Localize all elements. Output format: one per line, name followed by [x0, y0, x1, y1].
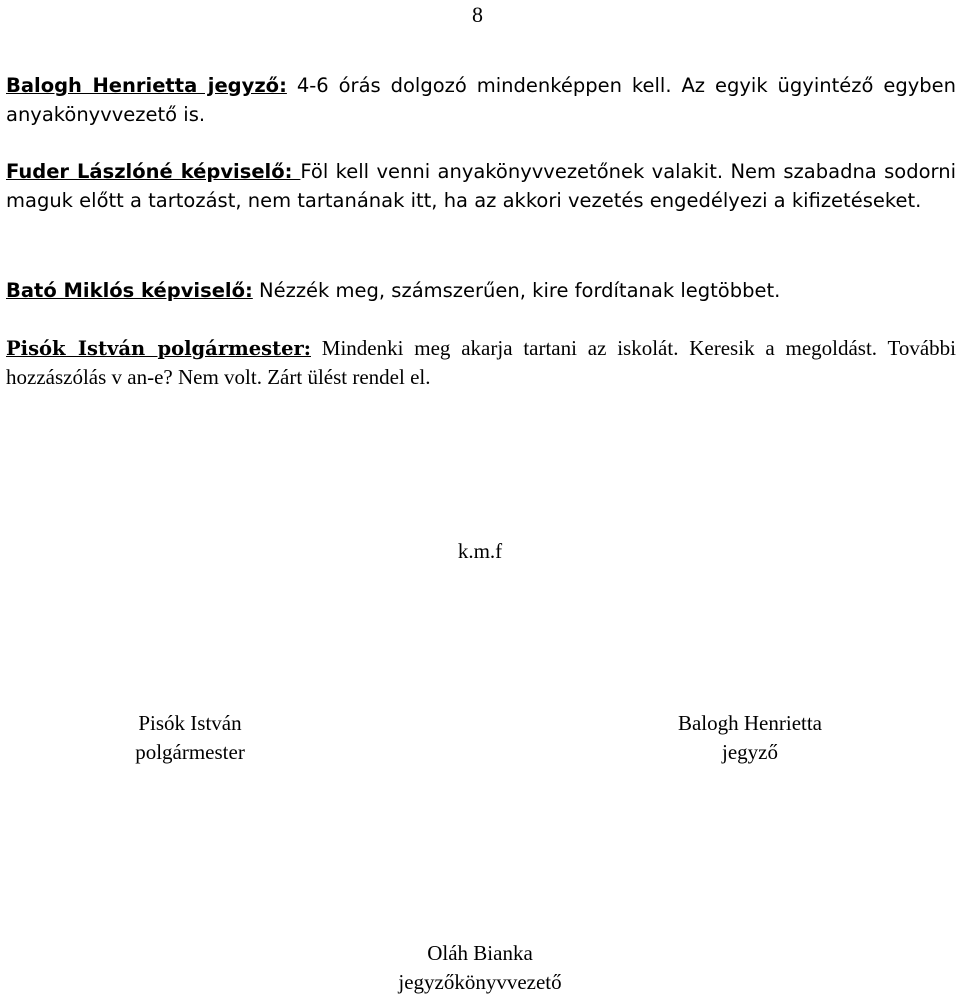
- signature-name: Balogh Henrietta: [677, 711, 823, 735]
- speaker-name: Balogh Henrietta jegyző:: [6, 74, 287, 97]
- speaker-name: Fuder Lászlóné képviselő:: [6, 160, 301, 183]
- paragraph-polgarmester: [6, 334, 956, 392]
- signature-minutes-keeper: [330, 939, 630, 997]
- paragraph-jegyzo: [6, 71, 956, 129]
- paragraph-bato: [6, 276, 956, 305]
- signature-name: Pisók István: [138, 711, 242, 735]
- paragraph-text: Nézzék meg, számszerűen, kire fordítanak legtöbbet.: [252, 279, 781, 302]
- signature-title: jegyzőkönyvvezető: [398, 970, 562, 994]
- paragraph-text: Mindenki meg akarja tartani az iskolát. Keresik a megoldást. További hozzászólás v an-e? Nem volt. Zárt ülést rendel el.: [6, 336, 957, 389]
- kmf-label: k.m.f: [457, 539, 503, 563]
- speaker-name: Bató Miklós képviselő:: [6, 279, 253, 302]
- paragraph-fuder: [6, 157, 956, 215]
- signature-title: jegyző: [722, 740, 778, 764]
- paragraph-text: Föl kell venni anyakönyvvezetőnek valakit. Nem szabadna sodorni maguk előtt a tartozást, nem tartanának itt, ha az akkori vezetés engedélyezi a kifizetéseket.: [6, 160, 956, 212]
- speaker-name: Pisók István polgármester:: [6, 337, 311, 360]
- signature-name: Oláh Bianka: [427, 941, 533, 965]
- signature-mayor: [110, 709, 270, 767]
- signature-notary: [640, 709, 860, 767]
- signature-title: polgármester: [135, 740, 245, 764]
- paragraph-text: 4-6 órás dolgozó mindenképpen kell. Az egyik ügyintéző egyben anyakönyvvezető is.: [6, 74, 956, 126]
- page-number: 8: [472, 2, 483, 27]
